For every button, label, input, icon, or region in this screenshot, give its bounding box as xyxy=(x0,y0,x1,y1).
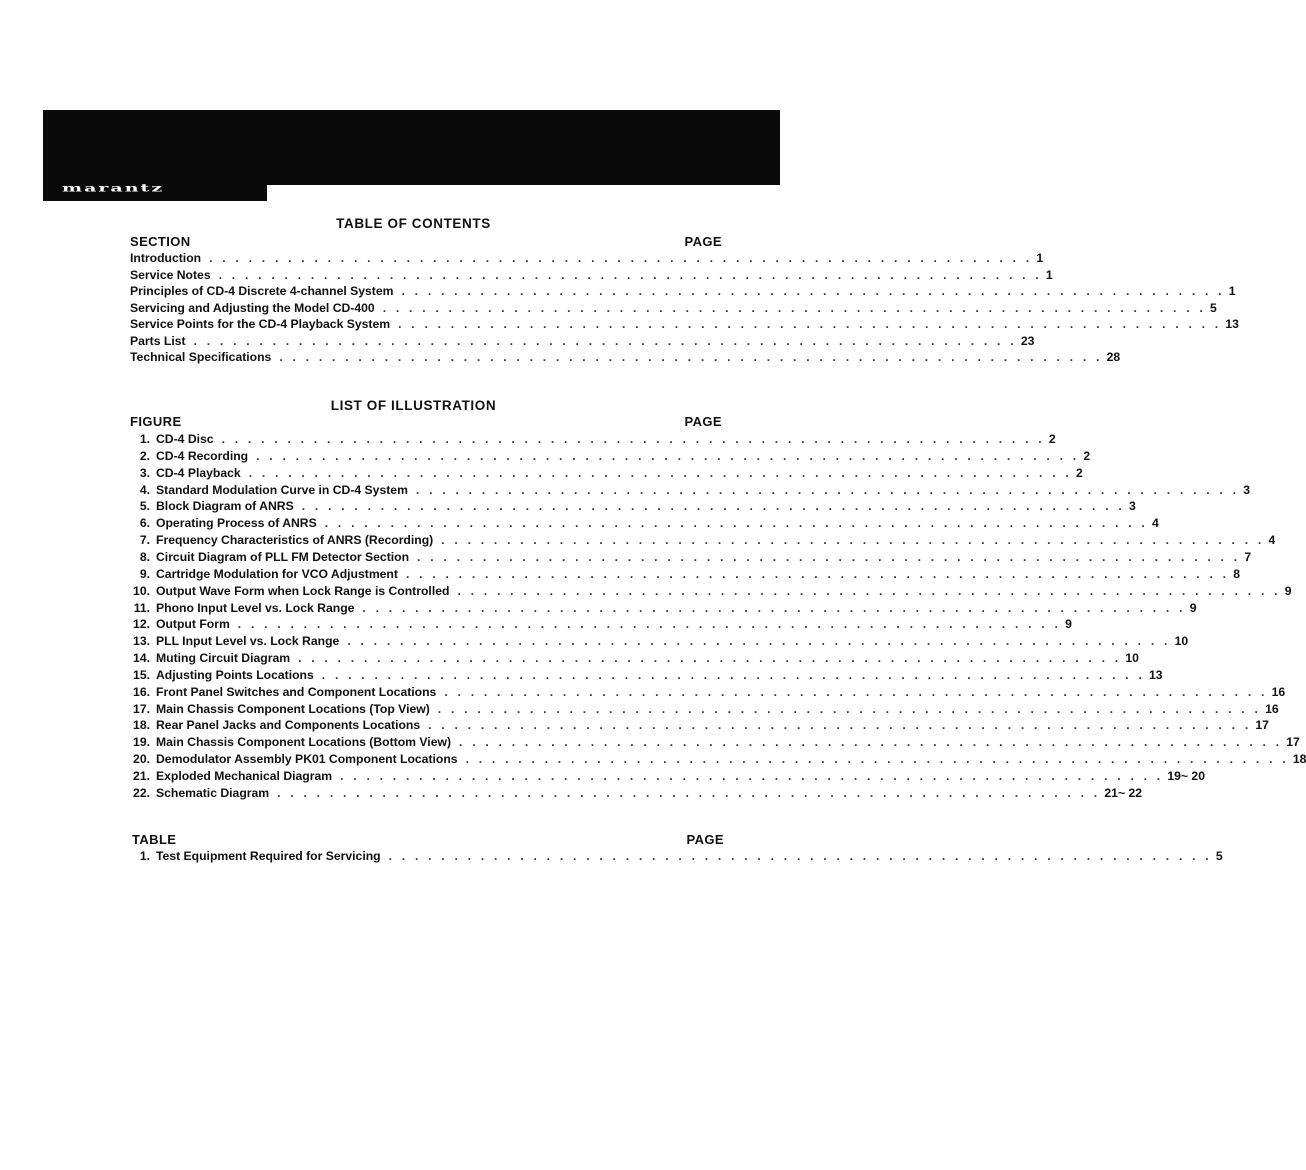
figure-entry xyxy=(124,701,1279,718)
dot-leader: . . . . . . . . . . . . . . . . . . . . . . . . . . . . . . . . . . . . . . . . . . . . . . . . . . . . . . . . . . . . . . . xyxy=(457,583,1281,598)
figure-entry-number: 7. xyxy=(139,533,150,548)
toc-entry-page: 28 xyxy=(1106,350,1121,364)
figure-entry xyxy=(124,667,1163,684)
dot-leader: . . . . . . . . . . . . . . . . . . . . . . . . . . . . . . . . . . . . . . . . . . . . . . . . . . . . . . . . . . . . . . . xyxy=(362,600,1186,615)
figure-entry xyxy=(124,734,1300,751)
figure-entry-page: 9 xyxy=(1189,600,1197,615)
dot-leader: . . . . . . . . . . . . . . . . . . . . . . . . . . . . . . . . . . . . . . . . . . . . . . . . . . . . . . . . . . . . . . . xyxy=(417,549,1241,564)
dot-leader: . . . . . . . . . . . . . . . . . . . . . . . . . . . . . . . . . . . . . . . . . . . . . . . . . . . . . . . . . . . . . . . xyxy=(441,533,1265,548)
toc-entry-label: Technical Specifications xyxy=(130,350,272,364)
dot-leader: . . . . . . . . . . . . . . . . . . . . . . . . . . . . . . . . . . . . . . . . . . . . . . . . . . . . . . . . . . . . . . . xyxy=(193,333,1017,348)
toc-entry-page: 5 xyxy=(1209,300,1217,315)
figure-entry-page: 4 xyxy=(1152,516,1159,531)
figure-entry xyxy=(124,465,1083,482)
figure-entry-number: 6. xyxy=(139,516,150,531)
figure-entry-label: Main Chassis Component Locations (Top View) xyxy=(156,701,430,716)
toc-entry xyxy=(130,300,1217,317)
figure-entry-number: 18. xyxy=(133,718,150,733)
dot-leader: . . . . . . . . . . . . . . . . . . . . . . . . . . . . . . . . . . . . . . . . . . . . . . . . . . . . . . . . . . . . . . . xyxy=(437,701,1262,716)
dot-leader: . . . . . . . . . . . . . . . . . . . . . . . . . . . . . . . . . . . . . . . . . . . . . . . . . . . . . . . . . . . . . . . xyxy=(256,448,1080,463)
figure-entry-page: 7 xyxy=(1244,549,1252,564)
figure-entry-label: Exploded Mechanical Diagram xyxy=(156,769,333,783)
toc-entry xyxy=(130,267,1053,284)
figure-entry-number: 3. xyxy=(139,465,150,480)
figure-entry-label: Demodulator Assembly PK01 Component Locations xyxy=(156,752,458,767)
figure-entry-number: 15. xyxy=(133,667,150,682)
figure-entry-number: 12. xyxy=(133,617,150,632)
figure-entry-number: 5. xyxy=(139,499,150,514)
figure-entry-page: 10 xyxy=(1125,651,1139,666)
toc-entry-label: Introduction xyxy=(130,251,202,265)
figure-entry-number: 22. xyxy=(133,785,150,800)
figure-entry-label: CD-4 Recording xyxy=(156,448,249,463)
figure-entry xyxy=(124,616,1072,633)
figure-entry xyxy=(124,583,1292,600)
toc-entry-page: 1 xyxy=(1036,251,1044,265)
figure-entry-page: 9 xyxy=(1065,617,1072,632)
dot-leader: . . . . . . . . . . . . . . . . . . . . . . . . . . . . . . . . . . . . . . . . . . . . . . . . . . . . . . . . . . . . . . . xyxy=(459,735,1283,750)
figure-entry-page: 13 xyxy=(1149,667,1163,682)
figure-entry-label: Frequency Characteristics of ANRS (Recording) xyxy=(156,533,434,548)
figure-entry-page: 8 xyxy=(1233,566,1240,581)
figure-entry xyxy=(124,650,1139,667)
figure-entry-label: Front Panel Switches and Component Locations xyxy=(156,684,437,699)
figure-entry xyxy=(124,532,1276,549)
dot-leader: . . . . . . . . . . . . . . . . . . . . . . . . . . . . . . . . . . . . . . . . . . . . . . . . . . . . . . . . . . . . . . . xyxy=(401,284,1225,298)
dot-leader: . . . . . . . . . . . . . . . . . . . . . . . . . . . . . . . . . . . . . . . . . . . . . . . . . . . . . . . . . . . . . . . xyxy=(221,432,1045,446)
toc-page-header: PAGE xyxy=(684,234,722,249)
tables-page-header: PAGE xyxy=(686,832,724,847)
dot-leader: . . . . . . . . . . . . . . . . . . . . . . . . . . . . . . . . . . . . . . . . . . . . . . . . . . . . . . . . . . . . . . . xyxy=(398,317,1222,331)
table-header: TABLE xyxy=(132,832,177,847)
toc-entry xyxy=(130,316,1239,333)
figure-entry-number: 8. xyxy=(139,549,150,564)
figure-entry-label: Cartridge Modulation for VCO Adjustment xyxy=(156,566,398,581)
marantz-logo: marantz xyxy=(62,181,165,195)
figure-entry-number: 16. xyxy=(133,684,150,699)
figure-entry-label: Muting Circuit Diagram xyxy=(156,651,291,666)
figure-entry xyxy=(124,431,1056,448)
figure-entry-number: 10. xyxy=(133,583,150,598)
figure-entry-label: Schematic Diagram xyxy=(156,785,270,800)
dot-leader: . . . . . . . . . . . . . . . . . . . . . . . . . . . . . . . . . . . . . . . . . . . . . . . . . . . . . . . . . . . . . . . xyxy=(321,667,1146,682)
illustrations-title: LIST OF ILLUSTRATION xyxy=(330,398,497,413)
toc-entry-page: 23 xyxy=(1020,333,1035,348)
dot-leader: . . . . . . . . . . . . . . . . . . . . . . . . . . . . . . . . . . . . . . . . . . . . . . . . . . . . . . . . . . . . . . . xyxy=(382,300,1206,315)
figure-entry-page: 2 xyxy=(1083,448,1091,463)
figure-entry-number: 17. xyxy=(133,701,150,716)
figure-entry-page: 3 xyxy=(1128,499,1136,514)
figure-entry-number: 2. xyxy=(139,448,150,463)
toc-title: TABLE OF CONTENTS xyxy=(336,216,491,231)
figure-entry-label: PLL Input Level vs. Lock Range xyxy=(156,634,340,649)
toc-entry xyxy=(130,333,1035,350)
toc-entry-page: 13 xyxy=(1225,317,1239,331)
figure-entry-label: Rear Panel Jacks and Components Locations xyxy=(156,718,421,733)
dot-leader: . . . . . . . . . . . . . . . . . . . . . . . . . . . . . . . . . . . . . . . . . . . . . . . . . . . . . . . . . . . . . . . xyxy=(340,769,1164,783)
dot-leader: . . . . . . . . . . . . . . . . . . . . . . . . . . . . . . . . . . . . . . . . . . . . . . . . . . . . . . . . . . . . . . . xyxy=(277,785,1101,800)
figure-entry-label: Standard Modulation Curve in CD-4 System xyxy=(156,482,408,497)
figure-entry-number: 4. xyxy=(139,482,150,497)
toc-entry-label: Service Points for the CD-4 Playback System xyxy=(130,317,391,331)
figure-entry-number: 20. xyxy=(133,752,150,767)
figure-entry-label: Output Wave Form when Lock Range is Controlled xyxy=(156,583,450,598)
figure-entry xyxy=(124,684,1286,701)
figure-entry-page: 9 xyxy=(1284,583,1292,598)
dot-leader: . . . . . . . . . . . . . . . . . . . . . . . . . . . . . . . . . . . . . . . . . . . . . . . . . . . . . . . . . . . . . . . xyxy=(388,849,1212,863)
figure-entry xyxy=(124,600,1197,617)
figure-entry xyxy=(124,549,1252,566)
figure-entry-label: Adjusting Points Locations xyxy=(156,667,314,682)
figure-entry xyxy=(124,768,1205,785)
dot-leader: . . . . . . . . . . . . . . . . . . . . . . . . . . . . . . . . . . . . . . . . . . . . . . . . . . . . . . . . . . . . . . . xyxy=(415,482,1240,497)
figure-entry-page: 21~ 22 xyxy=(1104,785,1143,800)
figure-entry xyxy=(124,717,1269,734)
table-entry-page: 5 xyxy=(1215,849,1223,863)
figure-entry-label: Operating Process of ANRS xyxy=(156,516,317,531)
figure-entry-page: 16 xyxy=(1271,684,1286,699)
dot-leader: . . . . . . . . . . . . . . . . . . . . . . . . . . . . . . . . . . . . . . . . . . . . . . . . . . . . . . . . . . . . . . . xyxy=(298,651,1122,666)
table-entry-number: 1. xyxy=(139,849,150,863)
figure-entry xyxy=(124,482,1250,499)
figure-entry xyxy=(124,785,1143,802)
table-entry xyxy=(124,848,1223,865)
figure-entry-label: Main Chassis Component Locations (Bottom View) xyxy=(156,735,452,750)
toc-entry xyxy=(130,283,1236,300)
dot-leader: . . . . . . . . . . . . . . . . . . . . . . . . . . . . . . . . . . . . . . . . . . . . . . . . . . . . . . . . . . . . . . . xyxy=(428,718,1252,733)
toc-entry xyxy=(130,250,1044,267)
figure-entry-page: 19~ 20 xyxy=(1167,769,1205,783)
table-entry-label: Test Equipment Required for Servicing xyxy=(156,849,381,863)
figure-entry xyxy=(124,498,1136,515)
figure-entry-number: 14. xyxy=(133,651,150,666)
figure-entry-page: 10 xyxy=(1174,634,1189,649)
dot-leader: . . . . . . . . . . . . . . . . . . . . . . . . . . . . . . . . . . . . . . . . . . . . . . . . . . . . . . . . . . . . . . . xyxy=(237,617,1062,632)
figure-entry xyxy=(124,751,1306,768)
header-banner xyxy=(43,110,780,185)
toc-entry-page: 1 xyxy=(1228,284,1236,298)
figure-entry-number: 13. xyxy=(133,634,150,649)
figure-entry-label: Phono Input Level vs. Lock Range xyxy=(156,600,355,615)
figure-entry-page: 4 xyxy=(1268,533,1276,548)
figure-entry-label: Circuit Diagram of PLL FM Detector Section xyxy=(156,549,410,564)
figure-entry-number: 19. xyxy=(133,735,150,750)
toc-entry xyxy=(130,349,1121,366)
illustrations-page-header: PAGE xyxy=(684,414,722,429)
figure-entry xyxy=(124,633,1189,650)
toc-entry-label: Principles of CD-4 Discrete 4-channel System xyxy=(130,284,394,298)
figure-entry-page: 17 xyxy=(1286,735,1300,750)
dot-leader: . . . . . . . . . . . . . . . . . . . . . . . . . . . . . . . . . . . . . . . . . . . . . . . . . . . . . . . . . . . . . . . xyxy=(209,251,1033,265)
dot-leader: . . . . . . . . . . . . . . . . . . . . . . . . . . . . . . . . . . . . . . . . . . . . . . . . . . . . . . . . . . . . . . . xyxy=(405,566,1230,581)
figure-entry-page: 17 xyxy=(1255,718,1269,733)
toc-entry-label: Service Notes xyxy=(130,267,211,282)
dot-leader: . . . . . . . . . . . . . . . . . . . . . . . . . . . . . . . . . . . . . . . . . . . . . . . . . . . . . . . . . . . . . . . xyxy=(248,465,1072,480)
dot-leader: . . . . . . . . . . . . . . . . . . . . . . . . . . . . . . . . . . . . . . . . . . . . . . . . . . . . . . . . . . . . . . . xyxy=(465,752,1289,767)
toc-entry-label: Servicing and Adjusting the Model CD-400 xyxy=(130,300,375,315)
toc-section-header: SECTION xyxy=(130,234,191,249)
figure-entry-page: 18 xyxy=(1292,752,1306,767)
figure-entry-page: 3 xyxy=(1243,482,1250,497)
figure-entry-label: CD-4 Disc xyxy=(156,432,214,446)
figure-entry-number: 11. xyxy=(133,600,150,615)
figure-entry-number: 1. xyxy=(139,432,150,446)
figure-entry-page: 2 xyxy=(1048,432,1056,446)
dot-leader: . . . . . . . . . . . . . . . . . . . . . . . . . . . . . . . . . . . . . . . . . . . . . . . . . . . . . . . . . . . . . . . xyxy=(218,267,1042,282)
figure-entry-page: 16 xyxy=(1265,701,1279,716)
figure-entry-page: 2 xyxy=(1075,465,1083,480)
figure-entry xyxy=(124,448,1091,465)
figure-entry-label: CD-4 Playback xyxy=(156,465,241,480)
toc-entry-label: Parts List xyxy=(130,333,186,348)
dot-leader: . . . . . . . . . . . . . . . . . . . . . . . . . . . . . . . . . . . . . . . . . . . . . . . . . . . . . . . . . . . . . . . xyxy=(279,350,1103,364)
figure-entry xyxy=(124,515,1159,532)
figure-entry-label: Block Diagram of ANRS xyxy=(156,499,294,514)
figure-entry-number: 21. xyxy=(133,769,150,783)
dot-leader: . . . . . . . . . . . . . . . . . . . . . . . . . . . . . . . . . . . . . . . . . . . . . . . . . . . . . . . . . . . . . . . xyxy=(347,634,1171,649)
figure-entry-number: 9. xyxy=(139,566,150,581)
figure-entry-label: Output Form xyxy=(156,617,230,632)
toc-entry-page: 1 xyxy=(1045,267,1053,282)
figure-header: FIGURE xyxy=(130,414,182,429)
dot-leader: . . . . . . . . . . . . . . . . . . . . . . . . . . . . . . . . . . . . . . . . . . . . . . . . . . . . . . . . . . . . . . . xyxy=(301,499,1125,514)
dot-leader: . . . . . . . . . . . . . . . . . . . . . . . . . . . . . . . . . . . . . . . . . . . . . . . . . . . . . . . . . . . . . . . xyxy=(444,684,1268,699)
figure-entry xyxy=(124,566,1240,583)
dot-leader: . . . . . . . . . . . . . . . . . . . . . . . . . . . . . . . . . . . . . . . . . . . . . . . . . . . . . . . . . . . . . . . xyxy=(324,516,1148,531)
